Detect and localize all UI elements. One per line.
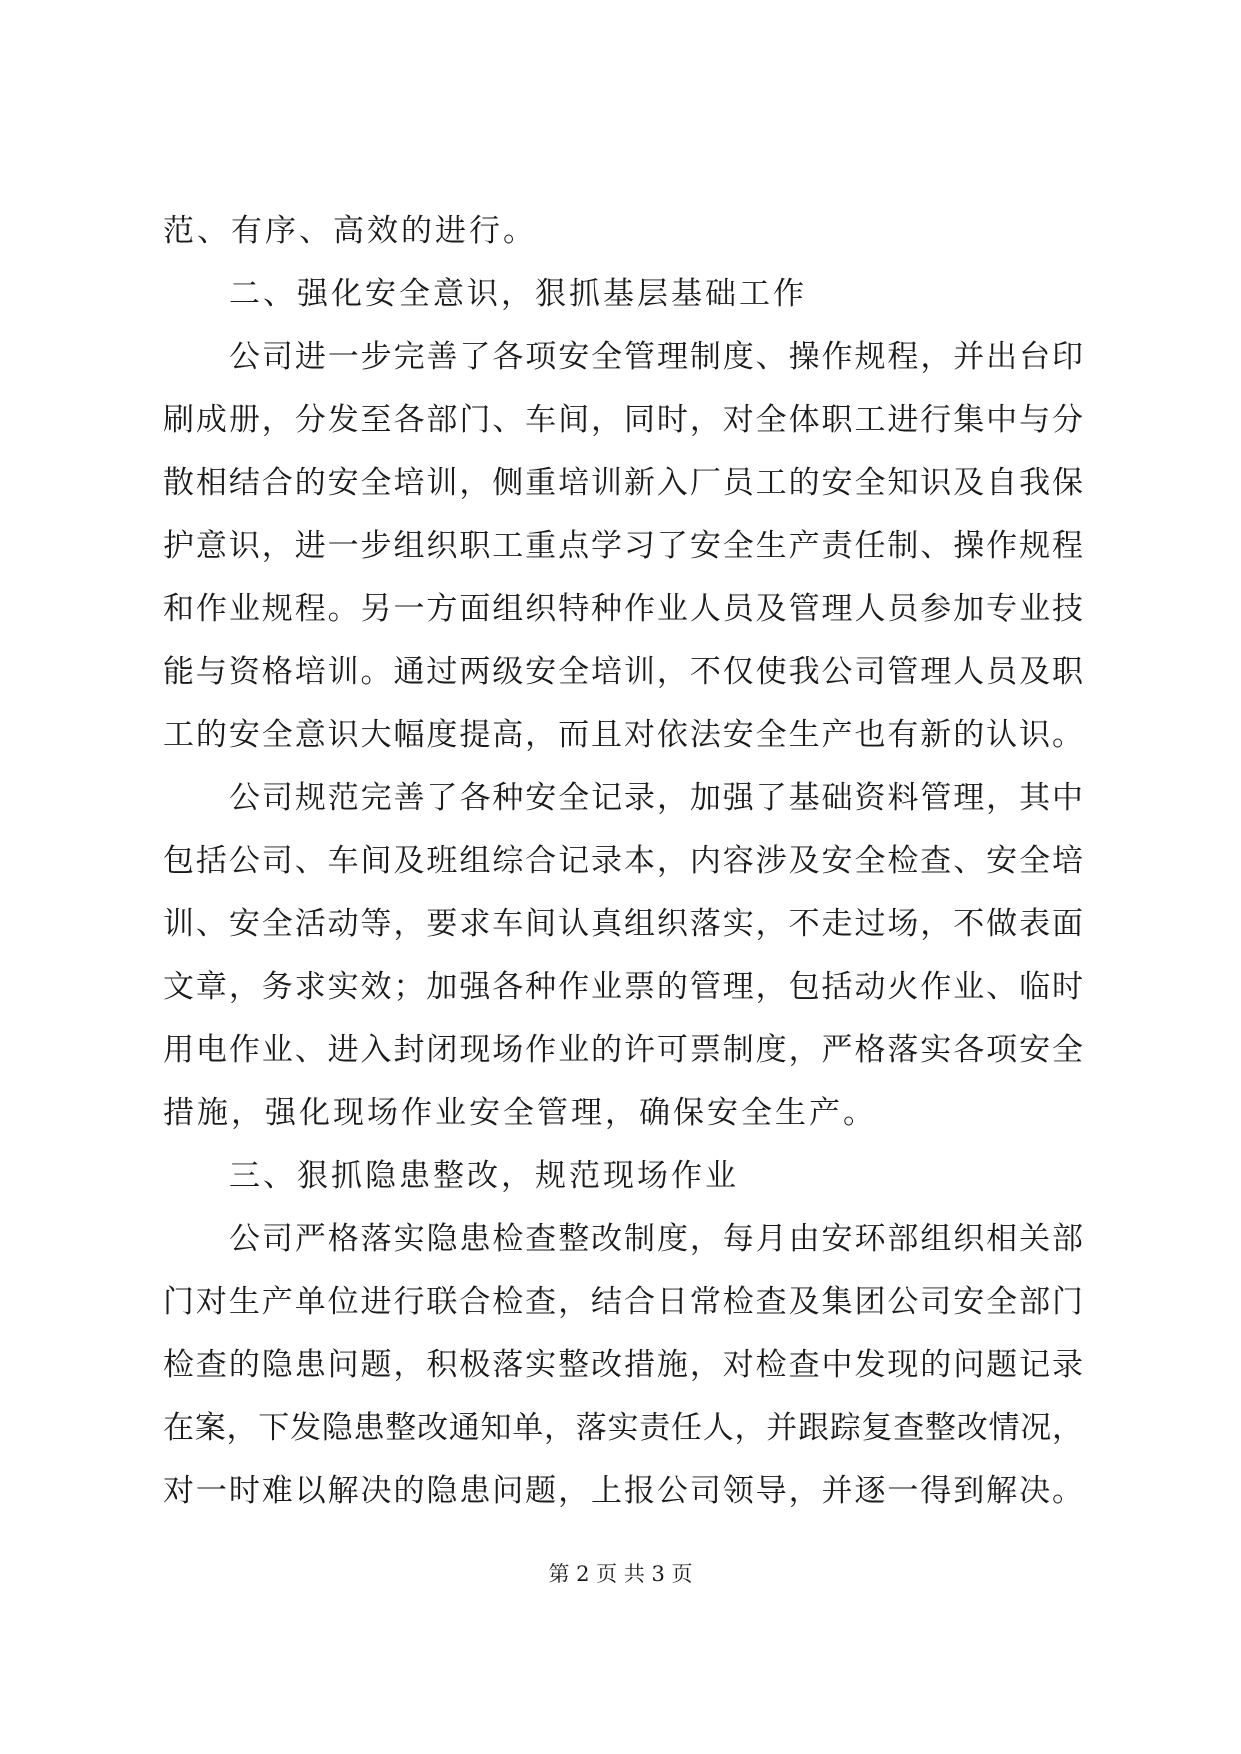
- page-number-footer: 第 2 页 共 3 页: [548, 1562, 693, 1586]
- body-line: 和作业规程。另一方面组织特种作业人员及管理人员参加专业技: [163, 591, 1083, 627]
- section-heading: 二、强化安全意识，狠抓基层基础工作: [229, 276, 807, 312]
- body-line: 措施，强化现场作业安全管理，确保安全生产。: [163, 1095, 877, 1131]
- body-line: 文章，务求实效；加强各种作业票的管理，包括动火作业、临时: [163, 969, 1083, 1005]
- body-line: 对一时难以解决的隐患问题，上报公司领导，并逐一得到解决。: [163, 1473, 1083, 1509]
- body-line: 包括公司、车间及班组综合记录本，内容涉及安全检查、安全培: [163, 843, 1083, 879]
- body-line: 公司规范完善了各种安全记录，加强了基础资料管理，其中: [229, 780, 1083, 816]
- document-body: [163, 200, 1083, 1523]
- body-line: 刷成册，分发至各部门、车间，同时，对全体职工进行集中与分: [163, 402, 1083, 438]
- body-line: 散相结合的安全培训，侧重培训新入厂员工的安全知识及自我保: [163, 465, 1083, 501]
- body-line: 检查的隐患问题，积极落实整改措施，对检查中发现的问题记录: [163, 1347, 1083, 1383]
- body-line: 公司严格落实隐患检查整改制度，每月由安环部组织相关部: [229, 1221, 1083, 1257]
- body-line: 门对生产单位进行联合检查，结合日常检查及集团公司安全部门: [163, 1284, 1083, 1320]
- body-line: 工的安全意识大幅度提高，而且对依法安全生产也有新的认识。: [163, 717, 1083, 753]
- body-line: 公司进一步完善了各项安全管理制度、操作规程，并出台印: [229, 339, 1083, 375]
- body-line: 护意识，进一步组织职工重点学习了安全生产责任制、操作规程: [163, 528, 1083, 564]
- body-line: 用电作业、进入封闭现场作业的许可票制度，严格落实各项安全: [163, 1032, 1083, 1068]
- body-line: 在案，下发隐患整改通知单，落实责任人，并跟踪复查整改情况，: [163, 1410, 1083, 1446]
- body-line: 训、安全活动等，要求车间认真组织落实，不走过场，不做表面: [163, 906, 1083, 942]
- section-heading: 三、狠抓隐患整改，规范现场作业: [229, 1158, 739, 1194]
- body-line: 能与资格培训。通过两级安全培训，不仅使我公司管理人员及职: [163, 654, 1083, 690]
- body-line: 范、有序、高效的进行。: [163, 213, 537, 249]
